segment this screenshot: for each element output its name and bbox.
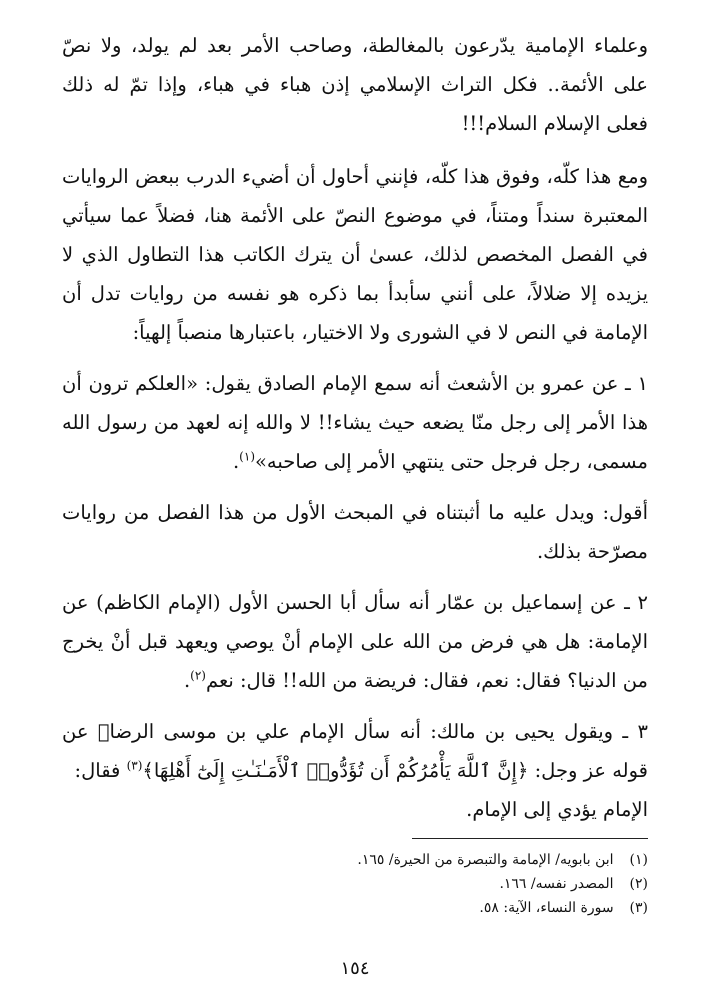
footnote-2	[62, 872, 648, 896]
footnotes	[62, 848, 648, 920]
paragraph-4: أقول: ويدل عليه ما أثبتناه في المبحث الأول من هذا الفصل من روايات مصرّحة بذلك.	[62, 501, 648, 563]
paragraph-3-end: .	[232, 450, 240, 473]
footnote-number: (٢)	[629, 876, 648, 892]
footnote-3	[62, 896, 648, 920]
paragraph-3	[62, 364, 648, 481]
footnote-ref-2[interactable]: (٢)	[190, 668, 206, 683]
paragraph-6-text: ٣ ـ ويقول يحيى بن مالك: أنه سأل الإمام علي بن موسى الرضاﷺ عن قوله عز وجل: ﴿إِنَّ ٱللَّهَ يَأْمُرُكُمْ أَن تُؤَدُّوا۟ ٱلْأَمَـٰنَـٰتِ إِلَىٰٓ أَهْلِهَا﴾	[62, 720, 648, 782]
footnote-number: (١)	[629, 852, 648, 868]
page-number: ١٥٤	[340, 958, 370, 979]
paragraph-6	[62, 712, 648, 790]
paragraph-7: الإمام يؤدي إلى الإمام.	[466, 798, 648, 821]
paragraph-3-text: ١ ـ عن عمرو بن الأشعث أنه سمع الإمام الصادق يقول: «العلكم ترون أن هذا الأمر إلى رجل منّا يضعه حيث يشاء!! لا والله إنه لعهد من رسول الله مسمى، رجل فرجل حتى ينتهي الأمر إلى صاحبه»	[62, 372, 648, 473]
paragraph-5	[62, 583, 648, 700]
footnote-ref-3[interactable]: (٣)	[126, 758, 143, 773]
footnote-text: ابن بابويه/ الإمامة والتبصرة من الحيرة/ ١٦٥.	[357, 852, 614, 868]
footnote-text: سورة النساء، الآية: ٥٨.	[479, 900, 614, 916]
page-body	[62, 26, 648, 829]
paragraph-1: وعلماء الإمامية يدّرعون بالمغالطة، وصاحب الأمر بعد لم يولد، ولا نصّ على الأئمة.. فكل التراث الإسلامي إذن هباء في هباء، وإذا تمّ له ذلك فعلى الإسلام السلام!!!	[62, 34, 648, 135]
footnote-1	[62, 848, 648, 872]
paragraph-5-text: ٢ ـ عن إسماعيل بن عمّار أنه سأل أبا الحسن الأول (الإمام الكاظم) عن الإمامة: هل هي فرض من الله على الإمام أنْ يوصي ويعهد قبل أنْ يخرج من الدنيا؟ فقال: نعم، فقال: فريضة من الله!! قال: نعم	[62, 591, 648, 692]
footnote-ref-1[interactable]: (١)	[239, 449, 255, 464]
paragraph-6-tail: فقال:	[74, 759, 127, 782]
footnote-number: (٣)	[629, 900, 648, 916]
paragraph-2: ومع هذا كلّه، وفوق هذا كلّه، فإنني أحاول أن أضيء الدرب ببعض الروايات المعتبرة سنداً ومتناً، في موضوع النصّ على الأئمة هنا، فضلاً عما سيأتي في الفصل المخصص لذلك، عسىٰ أن يترك الكاتب هذا التطاول الذي لا يزيده إلا ضلالاً، على أنني سأبدأ بما ذكره هو نفسه من روايات تدل أن الإمامة في النص لا في الشورى ولا الاختيار، باعتبارها منصباً إلهياً:	[62, 165, 648, 344]
paragraph-5-end: .	[183, 669, 191, 692]
footnote-divider	[412, 838, 648, 839]
footnote-text: المصدر نفسه/ ١٦٦.	[499, 876, 614, 892]
